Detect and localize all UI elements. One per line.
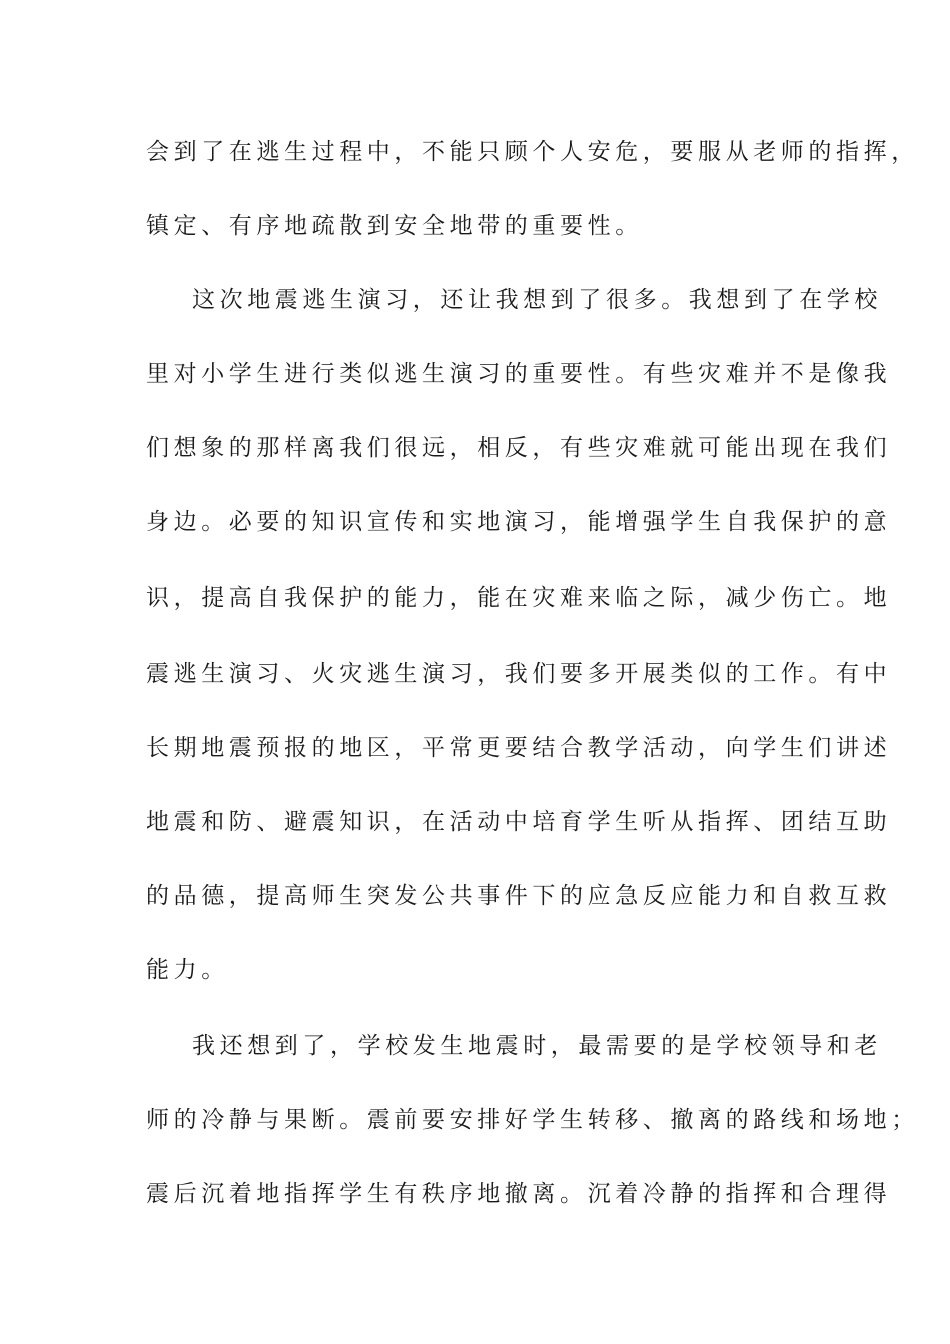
text-line: 师的冷静与果断。震前要安排好学生转移、撤离的路线和场地； (146, 1107, 919, 1133)
text-line: 镇定、有序地疏散到安全地带的重要性。 (146, 213, 643, 239)
text-line: 会到了在逃生过程中，不能只顾个人安危，要服从老师的指挥， (146, 139, 919, 165)
text-line: 能力。 (146, 957, 229, 983)
text-line: 们想象的那样离我们很远，相反，有些灾难就可能出现在我们 (146, 435, 892, 461)
text-line: 的品德，提高师生突发公共事件下的应急反应能力和自救互救 (146, 883, 892, 909)
paragraph-first-line: 这次地震逃生演习，还让我想到了很多。我想到了在学校 (192, 287, 882, 313)
text-line: 地震和防、避震知识，在活动中培育学生听从指挥、团结互助 (146, 809, 892, 835)
text-line: 震后沉着地指挥学生有秩序地撤离。沉着冷静的指挥和合理得 (146, 1181, 892, 1207)
text-line: 里对小学生进行类似逃生演习的重要性。有些灾难并不是像我 (146, 361, 892, 387)
text-line: 识，提高自我保护的能力，能在灾难来临之际，减少伤亡。地 (146, 585, 892, 611)
text-line: 身边。必要的知识宣传和实地演习，能增强学生自我保护的意 (146, 509, 892, 535)
text-line: 震逃生演习、火灾逃生演习，我们要多开展类似的工作。有中 (146, 661, 892, 687)
text-line: 长期地震预报的地区，平常更要结合教学活动，向学生们讲述 (146, 735, 892, 761)
paragraph-first-line: 我还想到了，学校发生地震时，最需要的是学校领导和老 (192, 1033, 882, 1059)
